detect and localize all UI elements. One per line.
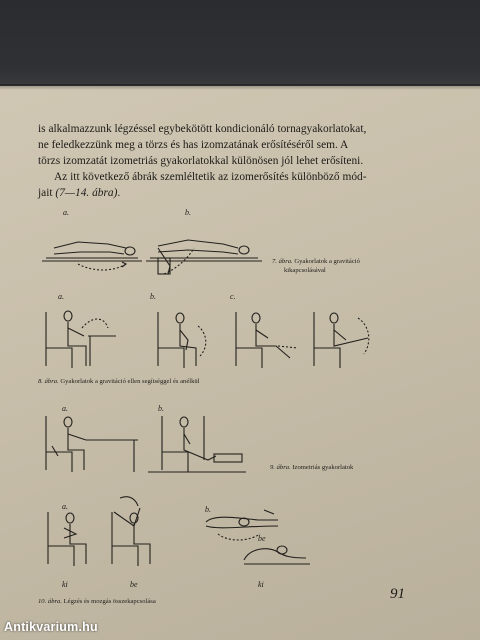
fig8-caption-text: Gyakorlatok a gravitáció ellen segítséggel és anélkül xyxy=(60,378,200,385)
fig9-label-a: a. xyxy=(62,404,68,413)
fig7-caption-line2: kikapcsolásával xyxy=(284,266,326,274)
fig7-illustration xyxy=(38,218,268,278)
fig8-illustration xyxy=(38,298,378,376)
fig10-caption-text: Légzés és mozgás összekapcsolása xyxy=(63,598,156,605)
fig9-caption xyxy=(270,464,353,473)
fig10-label-a: a. xyxy=(62,502,68,511)
fig10-label-be-right: be xyxy=(258,534,266,543)
fig8-caption-number: 8. ábra. xyxy=(38,378,59,385)
dark-background-top xyxy=(0,0,480,86)
fig9-caption-number: 9. ábra. xyxy=(270,464,291,471)
fig10-label-b: b. xyxy=(205,505,211,514)
fig10-label-ki-right: ki xyxy=(258,580,264,589)
fig7-label-a: a. xyxy=(63,208,69,217)
page-number: 91 xyxy=(390,586,405,602)
fig10-label-be-left: be xyxy=(130,580,138,589)
fig10-caption-number: 10. ábra. xyxy=(38,598,62,605)
page-edge-shadow xyxy=(0,84,480,90)
fig7-caption-line1: Gyakorlatok a gravitáció xyxy=(294,258,360,265)
paragraph-line: Az itt következő ábrák szemléltetik az izomerősítés különböző mód- xyxy=(54,171,367,183)
fig7-label-b: b. xyxy=(185,208,191,217)
paragraph-text: jait xyxy=(38,187,56,199)
fig8-caption xyxy=(38,378,200,387)
watermark: Antikvarium.hu xyxy=(4,620,98,634)
fig8-label-b: b. xyxy=(150,292,156,301)
fig10-caption xyxy=(38,598,156,607)
fig10-label-ki-left: ki xyxy=(62,580,68,589)
fig7-caption-number: 7. ábra. xyxy=(272,258,293,265)
fig9-label-b: b. xyxy=(158,404,164,413)
paragraph-line: törzs izomzatát izometriás gyakorlatokkal különösen jól lehet erősíteni. xyxy=(38,155,364,167)
fig9-caption-text: Izometriás gyakorlatok xyxy=(292,464,354,471)
fig7-caption xyxy=(272,258,360,275)
paragraph-line: is alkalmazzunk légzéssel egybekötött kondicionáló tornagyakorlatokat, xyxy=(38,123,367,135)
paragraph-text: . xyxy=(117,187,121,199)
fig10-illustration xyxy=(38,492,358,574)
paragraph-line: ne feledkezzünk meg a törzs és has izomzatának erősítéséről sem. A xyxy=(38,139,349,151)
fig9-illustration xyxy=(38,410,248,480)
fig8-label-a: a. xyxy=(58,292,64,301)
paragraph-line xyxy=(38,185,398,201)
figure-reference: (7—14. ábra) xyxy=(55,187,118,199)
fig8-label-c: c. xyxy=(230,292,236,301)
